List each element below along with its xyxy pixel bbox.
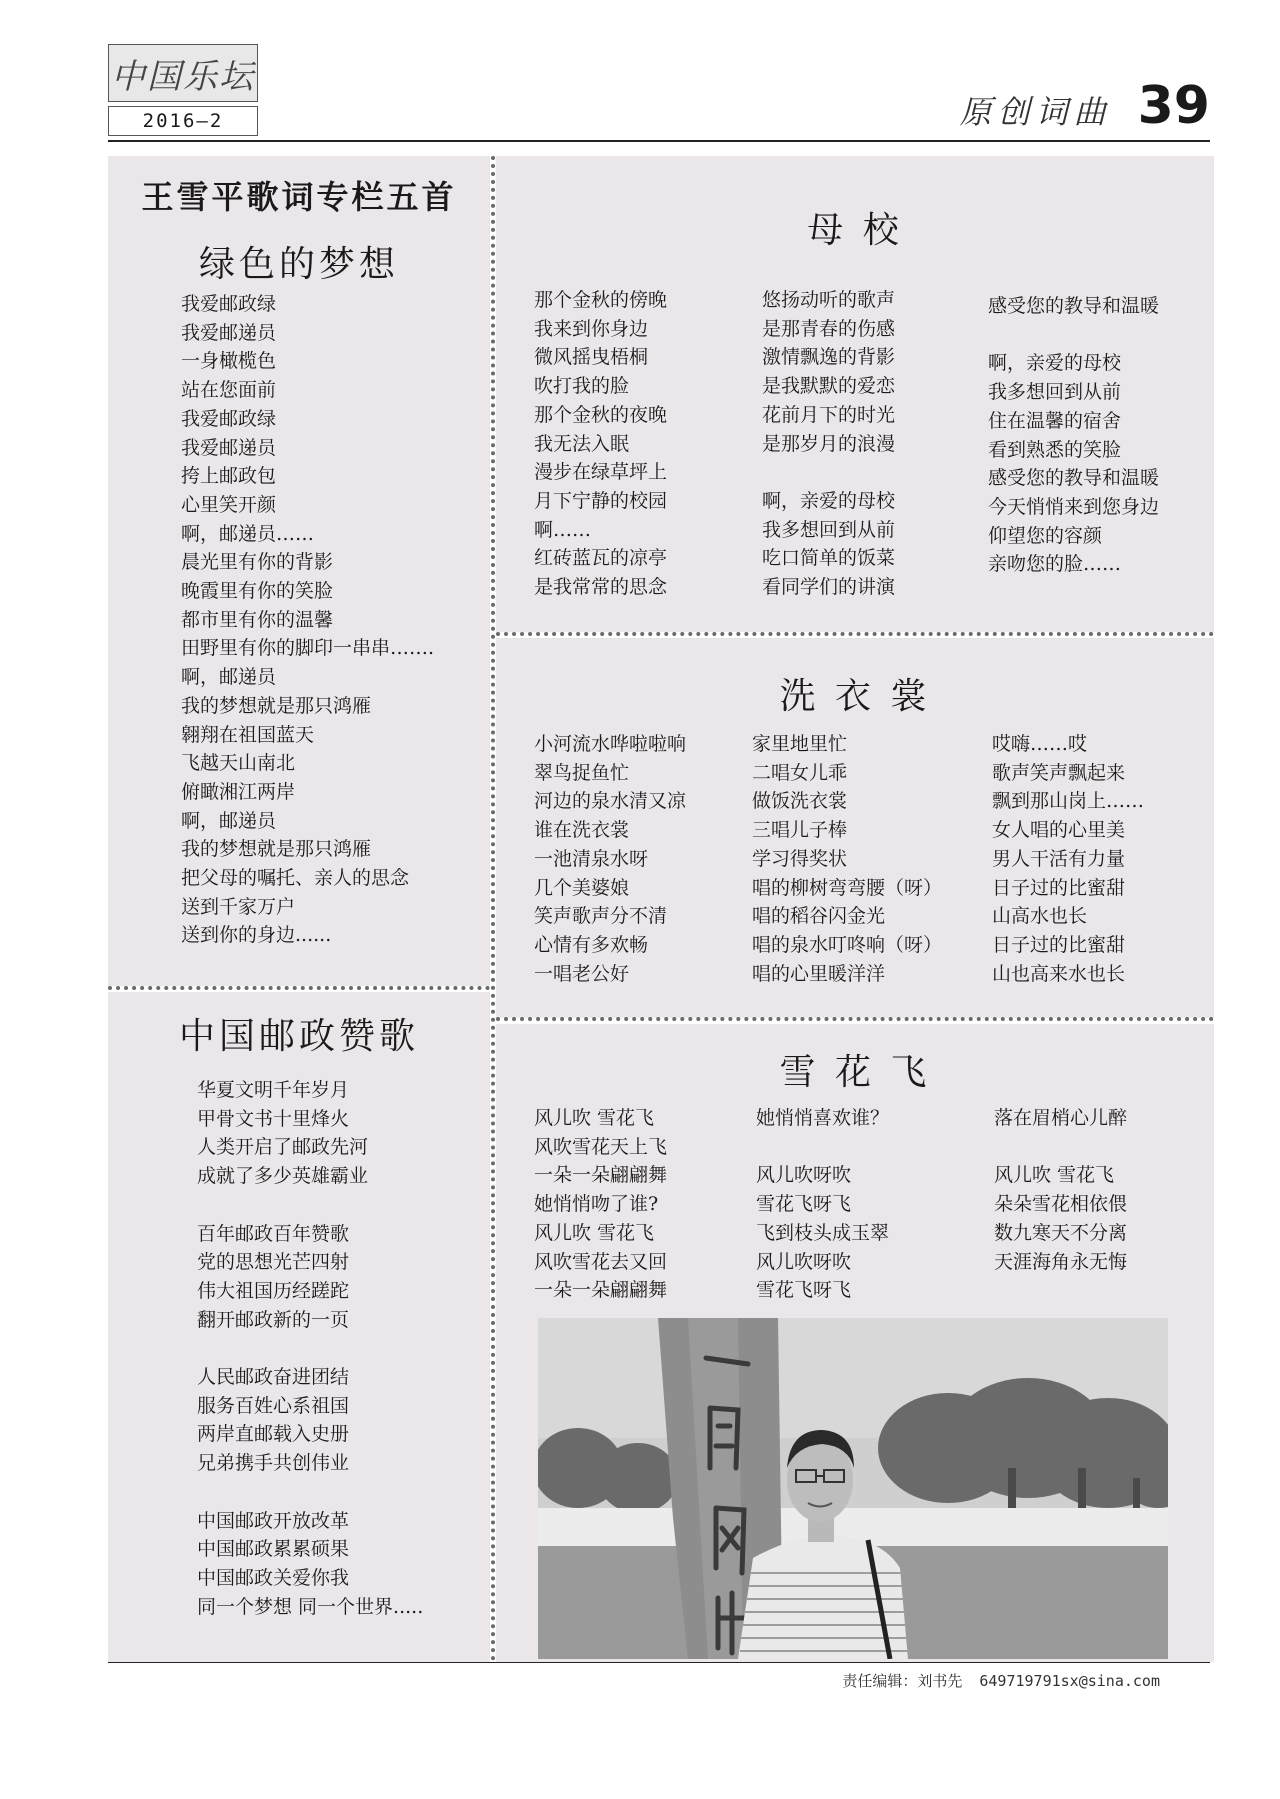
lyric-line: 家里地里忙: [752, 733, 848, 755]
lyric-line: 月下宁静的校园: [534, 489, 668, 512]
lyric-line: 天涯海角永无悔: [994, 1250, 1128, 1273]
lyric-line: 啊，邮递员: [181, 809, 277, 832]
lyric-line: 日子过的比蜜甜: [992, 933, 1126, 956]
lyric-line: [994, 1133, 1127, 1162]
lyric-line: 几个美婆娘: [534, 876, 630, 899]
lyric-line: 是那青春的伤感: [762, 317, 896, 340]
editor-credit: 责任编辑：刘书先: [842, 1672, 963, 1690]
lyrics-washing-clothes-col3: [992, 730, 1144, 988]
lyric-line: 翻开邮政新的一页: [197, 1308, 350, 1331]
lyric-line: 感受您的教导和温暖: [988, 467, 1160, 490]
lyric-line: 华夏文明千年岁月: [197, 1079, 350, 1101]
right-section-divider-1: [496, 632, 1214, 636]
lyric-line: 雪花飞呀飞: [756, 1193, 852, 1216]
lyrics-alma-mater-col1: [534, 286, 667, 602]
lyrics-snowflakes-col2: [756, 1104, 889, 1305]
lyric-line: 风儿吹呀吹: [756, 1164, 852, 1187]
lyric-line: 她悄悄吻了谁?: [534, 1193, 659, 1216]
lyric-line: 伟大祖国历经蹉跎: [197, 1279, 350, 1302]
lyric-line: 落在眉梢心儿醉: [994, 1107, 1128, 1129]
lyric-line: [988, 321, 1159, 350]
lyric-line: 微风摇曳梧桐: [534, 346, 649, 369]
left-section-divider: [108, 986, 490, 990]
lyric-line: 晚霞里有你的笑脸: [181, 580, 334, 603]
lyric-line: 漫步在绿草坪上: [534, 461, 668, 484]
section-header: [960, 76, 1210, 136]
magazine-logo: 中国乐坛: [108, 44, 258, 102]
lyric-line: 学习得奖状: [752, 847, 848, 870]
lyric-line: 翱翔在祖国蓝天: [181, 723, 315, 746]
lyric-line: 山也高来水也长: [992, 962, 1126, 985]
lyric-line: 风儿吹 雪花飞: [534, 1221, 655, 1244]
song-title-alma-mater: 母 校: [807, 210, 903, 251]
lyric-line: 数九寒天不分离: [994, 1221, 1128, 1244]
lyric-line: 人民邮政奋进团结: [197, 1366, 350, 1388]
lyric-line: 朵朵雪花相依偎: [994, 1193, 1128, 1216]
lyric-line: 红砖蓝瓦的凉亭: [534, 547, 668, 570]
right-section-divider-2: [496, 1017, 1214, 1021]
lyric-line: 是我默默的爱恋: [762, 375, 896, 398]
stanza-gap: [197, 1334, 423, 1363]
lyric-line: 百年邮政百年赞歌: [197, 1222, 350, 1245]
lyric-line: 女人唱的心里美: [992, 819, 1126, 842]
lyric-line: 我多想回到从前: [988, 381, 1122, 404]
lyric-line: 我无法入眠: [534, 432, 630, 455]
lyrics-alma-mater-col2: [762, 286, 895, 602]
lyric-line: [762, 458, 895, 487]
lyric-line: 风吹雪花去又回: [534, 1250, 668, 1273]
lyric-line: 我的梦想就是那只鸿雁: [181, 694, 372, 717]
lyric-line: 河边的泉水清又凉: [534, 790, 687, 813]
lyric-line: 田野里有你的脚印一串串…….: [181, 637, 435, 660]
lyric-line: 雪花飞呀飞: [756, 1279, 852, 1302]
lyric-line: 党的思想光芒四射: [197, 1251, 350, 1274]
lyric-line: 两岸直邮载入史册: [197, 1423, 350, 1446]
lyric-line: 今天悄悄来到您身边: [988, 495, 1160, 518]
lyric-line: 唱的稻谷闪金光: [752, 905, 886, 928]
lyric-line: 一朵一朵翩翩舞: [534, 1164, 668, 1187]
lyrics-washing-clothes-col2: [752, 730, 942, 988]
lyric-line: 是那岁月的浪漫: [762, 432, 896, 455]
lyric-line: 啊……: [534, 518, 592, 541]
lyric-line: 我来到你身边: [534, 317, 649, 340]
lyric-line: 风吹雪花天上飞: [534, 1135, 668, 1158]
lyric-line: 甲骨文书十里烽火: [197, 1107, 350, 1130]
lyric-line: 吹打我的脸: [534, 375, 630, 398]
lyric-line: 心情有多欢畅: [534, 933, 649, 956]
lyric-line: 仰望您的容颜: [988, 524, 1103, 547]
lyric-line: 飘到那山岗上……: [992, 790, 1145, 813]
lyric-line: 看同学们的讲演: [762, 576, 896, 599]
lyric-line: 把父母的嘱托、亲人的思念: [181, 867, 410, 890]
lyric-line: 我爱邮政绿: [181, 407, 277, 430]
photo-scene: [538, 1318, 1168, 1659]
lyric-line: 人类开启了邮政先河: [197, 1136, 369, 1159]
lyric-line: 晨光里有你的背影: [181, 551, 334, 574]
lyric-line: 笑声歌声分不清: [534, 905, 668, 928]
lyric-line: 那个金秋的傍晚: [534, 289, 668, 311]
masthead: [108, 44, 258, 136]
lyric-line: 服务百姓心系祖国: [197, 1394, 350, 1417]
lyric-line: 做饭洗衣裳: [752, 790, 848, 813]
issue-number: 2016—2: [108, 106, 258, 136]
column-divider: [491, 156, 495, 1662]
editor-email: 649719791sx@sina.com: [979, 1672, 1160, 1690]
section-name: 原创词曲: [959, 93, 1112, 131]
lyric-line: 风儿吹 雪花飞: [534, 1107, 655, 1129]
footer-rule: [108, 1662, 1210, 1663]
lyric-line: 啊，亲爱的母校: [988, 352, 1122, 375]
lyric-line: 唱的泉水叮咚响（呀）: [752, 933, 943, 956]
lyrics-snowflakes-col3: [994, 1104, 1127, 1276]
lyric-line: 同一个梦想 同一个世界.....: [197, 1595, 424, 1618]
lyric-line: 啊，邮递员: [181, 666, 277, 689]
lyrics-washing-clothes-col1: [534, 730, 686, 988]
lyric-line: 挎上邮政包: [181, 465, 277, 488]
lyrics-snowflakes-col1: [534, 1104, 667, 1305]
footer: [834, 1670, 1160, 1691]
lyric-line: 站在您面前: [181, 379, 277, 402]
lyric-line: 我爱邮政绿: [181, 293, 277, 315]
lyric-line: 那个金秋的夜晚: [534, 403, 668, 426]
lyric-line: 小河流水哗啦啦响: [534, 733, 687, 755]
lyric-line: 感受您的教导和温暖: [988, 295, 1160, 317]
lyric-line: 看到熟悉的笑脸: [988, 438, 1122, 461]
lyric-line: 送到千家万户: [181, 895, 296, 918]
lyric-line: 一唱老公好: [534, 962, 630, 985]
lyric-line: 悠扬动听的歌声: [762, 289, 896, 311]
lyrics-alma-mater-col3: [988, 292, 1159, 579]
lyric-line: 唱的柳树弯弯腰（呀）: [752, 876, 943, 899]
lyric-line: 一身橄榄色: [181, 350, 277, 373]
lyric-line: 中国邮政关爱你我: [197, 1566, 350, 1589]
lyric-line: 唱的心里暖洋洋: [752, 962, 886, 985]
lyric-line: 我爱邮递员: [181, 321, 277, 344]
song-title-green-dream: 绿色的梦想: [198, 244, 399, 285]
lyric-line: 激情飘逸的背影: [762, 346, 896, 369]
lyric-line: 男人干活有力量: [992, 847, 1126, 870]
lyric-line: [756, 1133, 889, 1162]
lyric-line: 亲吻您的脸……: [988, 553, 1122, 576]
lyric-line: 都市里有你的温馨: [181, 608, 334, 631]
lyric-line: 风儿吹 雪花飞: [994, 1164, 1115, 1187]
lyric-line: 成就了多少英雄霸业: [197, 1165, 369, 1188]
lyric-line: 是我常常的思念: [534, 576, 668, 599]
lyric-line: 飞到枝头成玉翠: [756, 1221, 890, 1244]
lyric-line: 中国邮政累累硕果: [197, 1538, 350, 1561]
lyric-line: 兄弟携手共创伟业: [197, 1452, 350, 1475]
stanza-gap: [197, 1191, 423, 1220]
lyric-line: 我的梦想就是那只鸿雁: [181, 838, 372, 861]
lyric-line: 啊，邮递员……: [181, 522, 315, 545]
song-title-postal-anthem: 中国邮政赞歌: [178, 1016, 419, 1057]
lyric-line: 她悄悄喜欢谁？: [756, 1107, 890, 1129]
lyric-line: 住在温馨的宿舍: [988, 409, 1122, 432]
lyric-line: 飞越天山南北: [181, 752, 296, 775]
lyric-line: 我多想回到从前: [762, 518, 896, 541]
lyric-line: 歌声笑声飘起来: [992, 761, 1126, 784]
lyrics-green-dream: [181, 290, 434, 950]
lyric-line: 一池清泉水呀: [534, 847, 649, 870]
lyric-line: 中国邮政开放改革: [197, 1509, 350, 1532]
lyric-line: 心里笑开颜: [181, 493, 277, 516]
author-photo: [538, 1318, 1168, 1659]
lyric-line: 我爱邮递员: [181, 436, 277, 459]
song-title-snowflakes: 雪 花 飞: [779, 1052, 931, 1093]
lyric-line: 翠鸟捉鱼忙: [534, 761, 630, 784]
lyric-line: 哎嗨……哎: [992, 733, 1088, 755]
lyric-line: 三唱儿子棒: [752, 819, 848, 842]
lyric-line: 山高水也长: [992, 905, 1088, 928]
lyric-line: 吃口简单的饭菜: [762, 547, 896, 570]
lyric-line: 送到你的身边......: [181, 924, 332, 947]
column-title: 王雪平歌词专栏五首: [141, 178, 457, 216]
header-rule: [108, 140, 1210, 142]
page-number: 39: [1137, 76, 1210, 136]
lyric-line: 谁在洗衣裳: [534, 819, 630, 842]
lyric-line: 啊，亲爱的母校: [762, 489, 896, 512]
lyric-line: 花前月下的时光: [762, 403, 896, 426]
stanza-gap: [197, 1478, 423, 1507]
song-title-washing-clothes: 洗 衣 裳: [779, 676, 931, 717]
lyric-line: 二唱女儿乖: [752, 761, 848, 784]
lyric-line: 风儿吹呀吹: [756, 1250, 852, 1273]
lyrics-postal-anthem: [197, 1076, 423, 1621]
lyric-line: 日子过的比蜜甜: [992, 876, 1126, 899]
lyric-line: 一朵一朵翩翩舞: [534, 1279, 668, 1302]
lyric-line: 俯瞰湘江两岸: [181, 780, 296, 803]
